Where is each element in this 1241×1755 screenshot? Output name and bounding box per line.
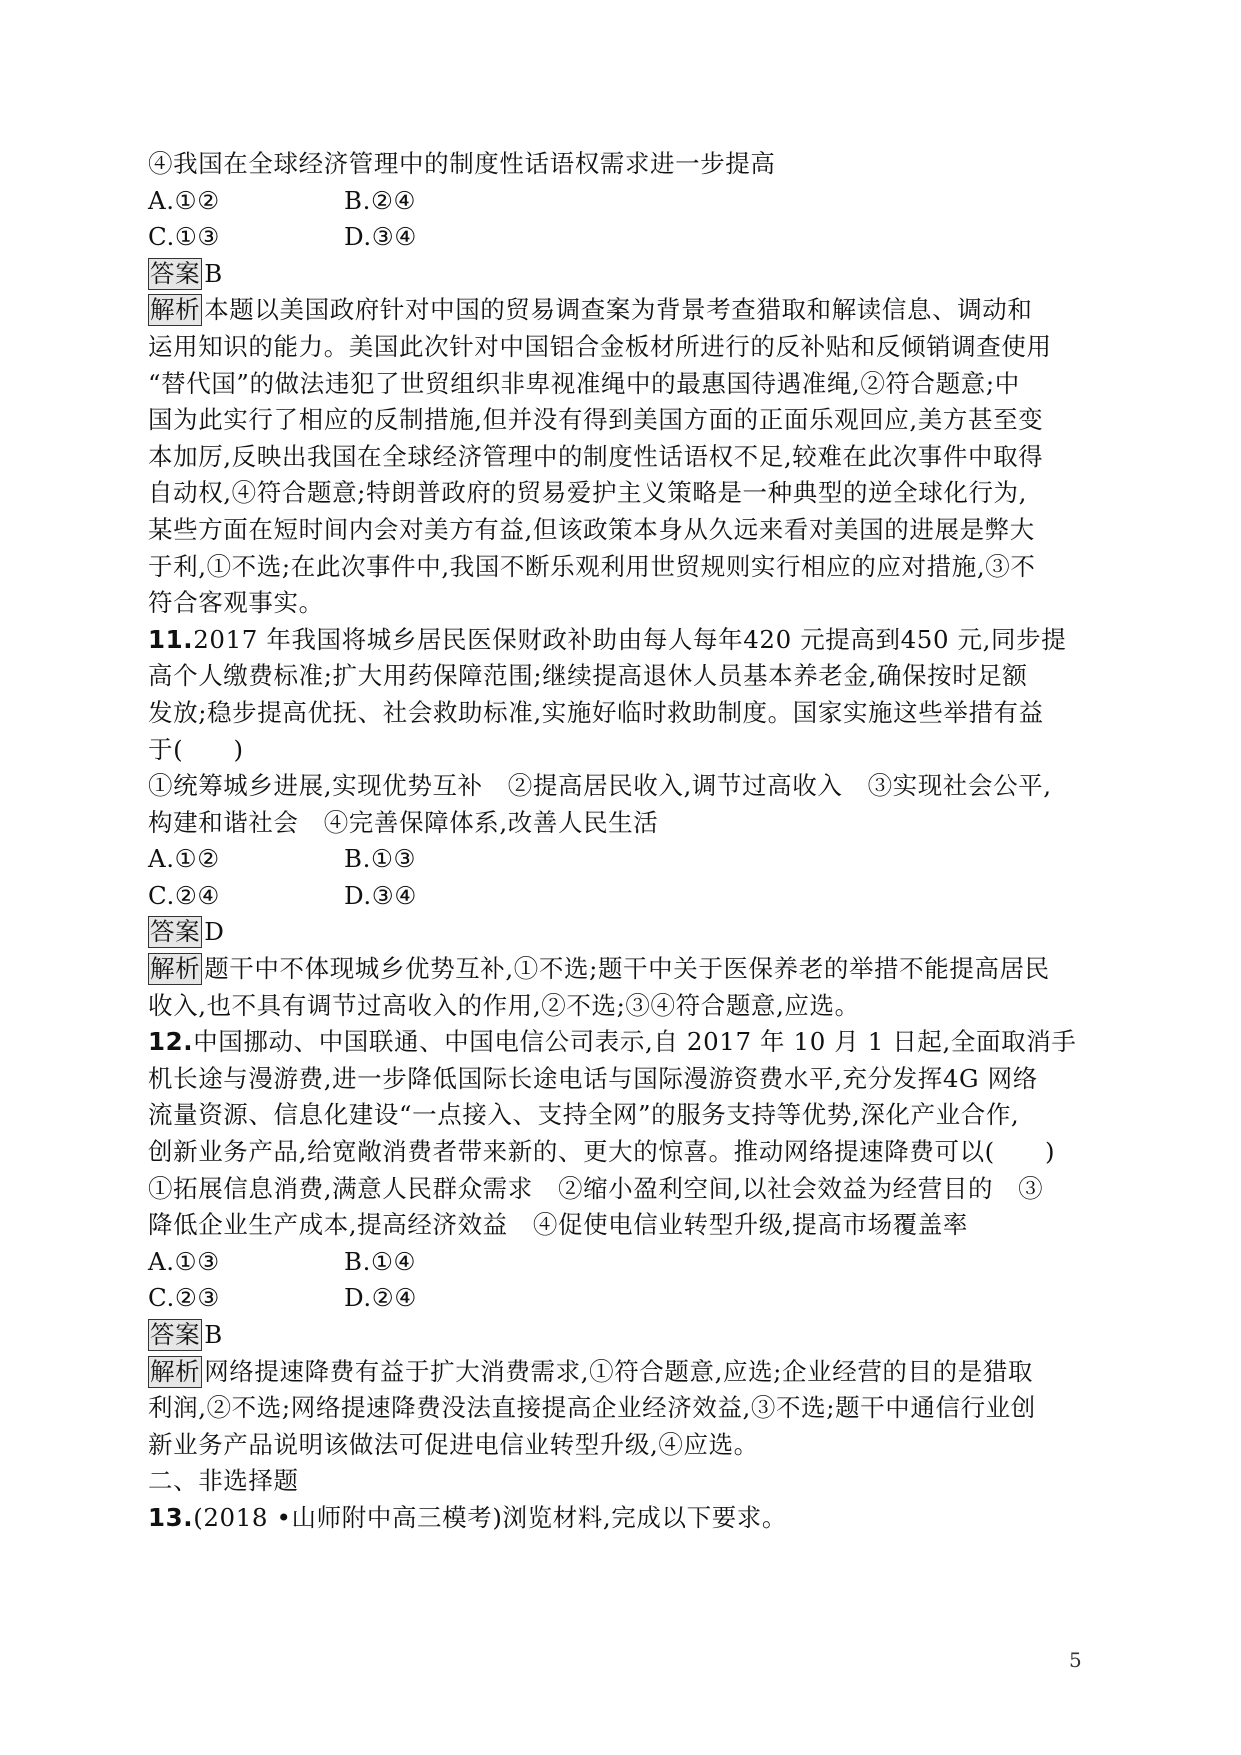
q12-choice-d: D.②④ — [344, 1283, 417, 1313]
q12-statements-line: ①拓展信息消费,满意人民群众需求 ②缩小盈利空间,以社会效益为经营目的 ③ — [148, 1173, 1044, 1203]
q13-stem-line: 13.(2018 •山师附中高三模考)浏览材料,完成以下要求。 — [148, 1502, 787, 1532]
q11-choice-row-1 — [148, 841, 1128, 878]
q11-statements-line: ①统筹城乡进展,实现优势互补 ②提高居民收入,调节过高收入 ③实现社会公平, — [148, 771, 1052, 801]
q10-choice-a: A.①② — [148, 185, 220, 215]
q10-answer — [148, 256, 1128, 293]
q10-analysis-line: 自动权,④符合题意;特朗普政府的贸易爱护主义策略是一种典型的逆全球化行为, — [148, 478, 1028, 508]
q11-statements-line: 构建和谐社会 ④完善保障体系,改善人民生活 — [148, 807, 659, 837]
q10-choice-row-1 — [148, 183, 1128, 220]
q11-stem-line: 于( ) — [148, 734, 244, 764]
answer-tag: 答案 — [150, 258, 201, 288]
question-number: 11. — [148, 624, 194, 654]
q10-option-4: ④我国在全球经济管理中的制度性话语权需求进一步提高 — [148, 149, 776, 178]
q10-choice-b: B.②④ — [344, 185, 417, 215]
q11-analysis-line: 解析 题干中不体现城乡优势互补,①不选;题干中关于医保养老的举措不能提高居民 — [150, 954, 1050, 984]
analysis-tag: 解析 — [150, 954, 201, 984]
q11-analysis-line: 收入,也不具有调节过高收入的作用,②不选;③④符合题意,应选。 — [148, 990, 860, 1020]
q12-stem-line: 流量资源、信息化建设“一点接入、支持全网”的服务支持等优势,深化产业合作, — [148, 1100, 1020, 1130]
q12-choice-row-1 — [148, 1244, 1128, 1281]
q10-analysis-line: 国为此实行了相应的反制措施,但并没有得到美国方面的正面乐观回应,美方甚至变 — [148, 405, 1044, 435]
q12-choice-row-2 — [148, 1280, 1128, 1317]
q12-choice-b: B.①④ — [344, 1246, 417, 1276]
question-number: 13. — [148, 1502, 194, 1532]
q11-choice-d: D.③④ — [344, 880, 417, 910]
q11-choice-c: C.②④ — [148, 880, 220, 910]
analysis-tag: 解析 — [150, 295, 201, 325]
q11-answer — [148, 914, 1128, 951]
page-number: 5 — [1069, 1648, 1082, 1672]
q10-analysis-line: 符合客观事实。 — [148, 588, 324, 618]
section-title: 二、非选择题 — [148, 1466, 299, 1496]
answer-tag: 答案 — [150, 917, 201, 947]
answer-tag: 答案 — [150, 1320, 201, 1349]
q10-choice-d: D.③④ — [344, 222, 417, 252]
q11-choice-row-2 — [148, 878, 1128, 915]
q10-analysis-line: 本加厉,反映出我国在全球经济管理中的制度性话语权不足,较难在此次事件中取得 — [148, 441, 1044, 471]
q12-analysis-line: 解析 网络提速降费有益于扩大消费需求,①符合题意,应选;企业经营的目的是猎取 — [150, 1356, 1034, 1386]
answer-value: D — [204, 917, 225, 947]
q12-analysis-line: 利润,②不选;网络提速降费没法直接提高企业经济效益,③不选;题干中通信行业创 — [148, 1393, 1036, 1423]
q12-stem-line: 机长途与漫游费,进一步降低国际长途电话与国际漫游资费水平,充分发挥4G 网络 — [148, 1063, 1038, 1093]
q10-analysis-line: “替代国”的做法违犯了世贸组织非卑视准绳中的最惠国待遇准绳,②符合题意;中 — [148, 368, 1020, 398]
answer-value: B — [204, 1320, 223, 1349]
q10-analysis-line: 某些方面在短时间内会对美方有益,但该政策本身从久远来看对美国的进展是弊大 — [148, 514, 1035, 544]
q11-choice-a: A.①② — [148, 844, 220, 874]
q11-choice-b: B.①③ — [344, 844, 417, 874]
q10-analysis-line: 运用知识的能力。美国此次针对中国铝合金板材所进行的反补贴和反倾销调查使用 — [148, 331, 1052, 361]
q12-stem-line: 12.中国挪动、中国联通、中国电信公司表示,自 2017 年 10 月 1 日起,全面取消手 — [148, 1027, 1077, 1057]
analysis-tag: 解析 — [150, 1356, 201, 1386]
q10-choice-row-2 — [148, 219, 1128, 256]
question-number: 12. — [148, 1027, 194, 1057]
q12-analysis-line: 新业务产品说明该做法可促进电信业转型升级,④应选。 — [148, 1429, 759, 1459]
q12-stem-line: 创新业务产品,给宽敞消费者带来新的、更大的惊喜。推动网络提速降费可以( ) — [148, 1137, 1056, 1167]
q10-analysis-line: 解析 本题以美国政府针对中国的贸易调查案为背景考查猎取和解读信息、调动和 — [150, 295, 1033, 325]
q12-answer — [148, 1317, 1128, 1354]
q10-choice-c: C.①③ — [148, 222, 220, 252]
answer-value: B — [204, 258, 223, 288]
q11-stem-line: 发放;稳步提高优抚、社会救助标准,实施好临时救助制度。国家实施这些举措有益 — [148, 697, 1044, 727]
q11-stem-line: 高个人缴费标准;扩大用药保障范围;继续提高退休人员基本养老金,确保按时足额 — [148, 661, 1028, 691]
q11-stem-line: 11.2017 年我国将城乡居民医保财政补助由每人每年420 元提高到450 元,同步提 — [148, 624, 1067, 654]
q12-choice-c: C.②③ — [148, 1283, 220, 1313]
q12-statements-line: 降低企业生产成本,提高经济效益 ④促使电信业转型升级,提高市场覆盖率 — [148, 1210, 968, 1240]
q12-choice-a: A.①③ — [148, 1246, 220, 1276]
document-page — [148, 146, 1128, 1537]
q10-analysis-line: 于利,①不选;在此次事件中,我国不断乐观利用世贸规则实行相应的应对措施,③不 — [148, 551, 1036, 581]
